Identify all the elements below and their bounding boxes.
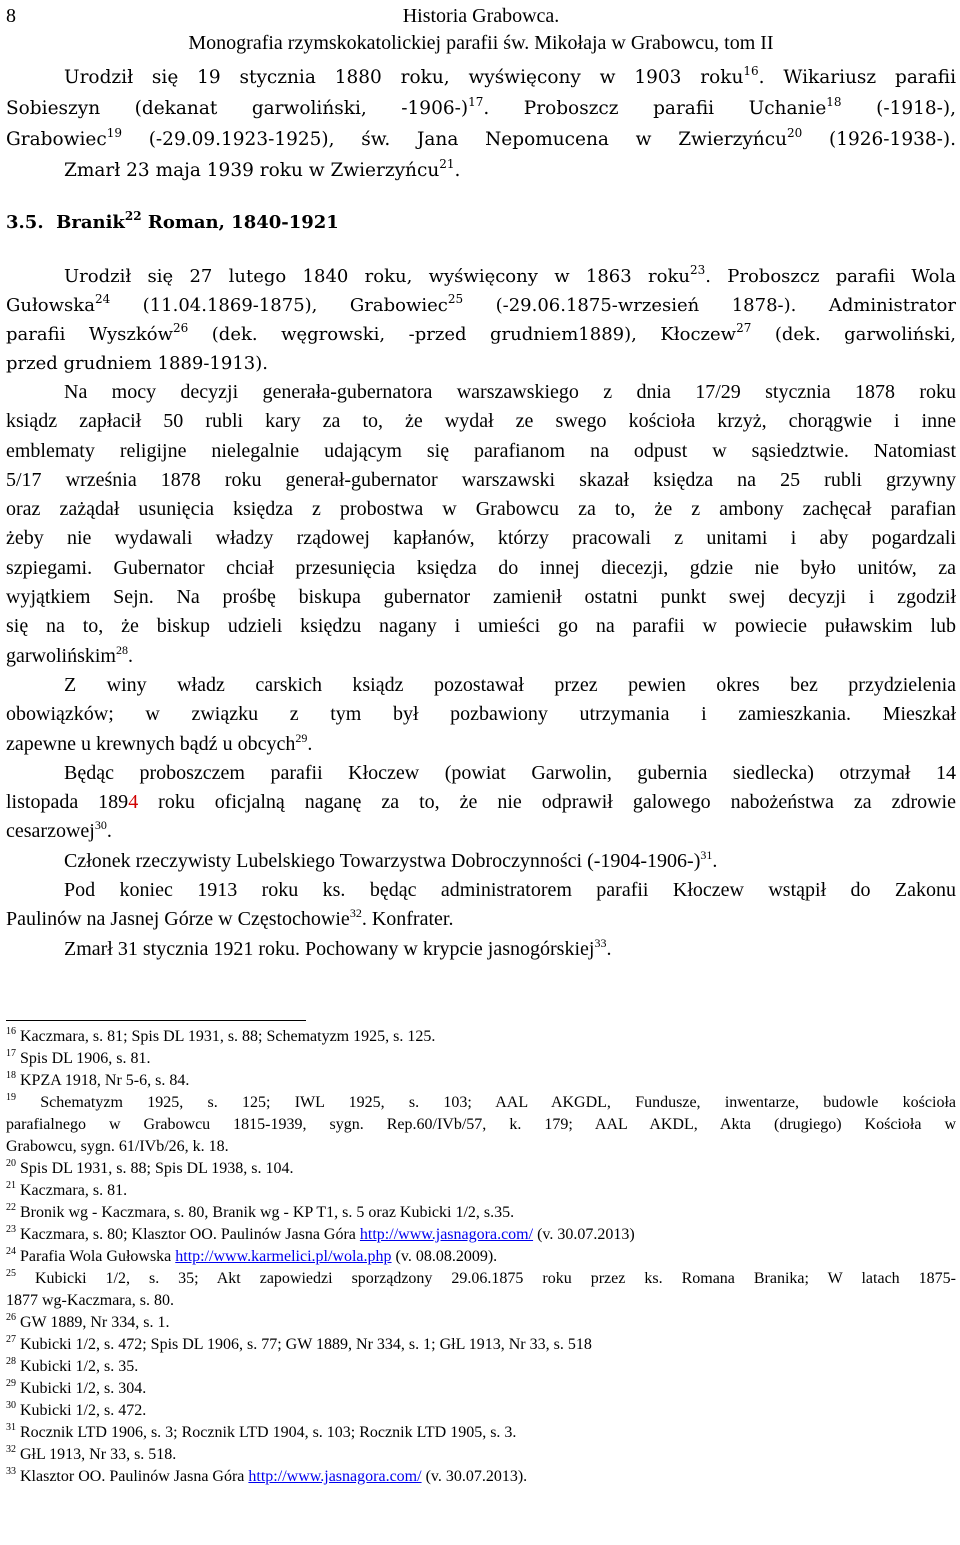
text-line: emblematy religijne nielegalnie udającym się parafianom na odpust w sąsiedztwie. Natomiast bbox=[6, 439, 956, 462]
text-line: zapewne u krewnych bądź u obcych$^{29}$. bbox=[6, 730, 313, 755]
text-line: Paulinów na Jasnej Górze w Częstochowie$^{32}$. Konfrater. bbox=[6, 906, 454, 931]
footnote-ref[interactable]: 26 bbox=[173, 321, 189, 335]
highlighted-digit: 4 bbox=[128, 791, 139, 814]
footnote-ref[interactable]: 30 bbox=[94, 818, 107, 833]
text-line: garwolińskim$^{28}$. bbox=[6, 642, 133, 667]
footnote: $^{28}$ Kubicki 1/2, s. 35. bbox=[6, 1355, 139, 1375]
footnote: $^{19}$ Schematyzm 1925, s. 125; IWL 1925, s. 103; AAL AKGDL, Fundusze, inwentarze, budowle kościoła parafialnego w Grabowcu 1815-1939, sygn. Rep.60/IVb/57, k. 179; AAL AKDL, Akta (drugiego) Kościoła w Grabowcu, sygn. 61/IVb/26, k. 18. bbox=[6, 1091, 956, 1155]
text-line: parafii Wyszków$^{26}$ (dek. węgrowski, -przed grudniem1889), Kłoczew$^{27}$ (dek. garwoliński, bbox=[6, 321, 956, 345]
body-paragraph-fine bbox=[6, 378, 956, 671]
text-line: obowiązków; w związku z tym był pozbawiony utrzymania i zamieszkania. Mieszkał bbox=[6, 703, 956, 726]
body-paragraph-member bbox=[6, 847, 956, 876]
jasnagora-link[interactable]: http://www.jasnagora.com/ bbox=[359, 1225, 534, 1243]
section-heading: 3.5. Branik$^{22}$ Roman, 1840-1921 bbox=[6, 209, 339, 233]
footnote-separator bbox=[6, 1020, 306, 1021]
footnote-ref[interactable]: 29 bbox=[295, 730, 308, 745]
footnote-ref[interactable]: 19 bbox=[106, 126, 122, 140]
text-line: szpiegami. Gubernator chciał przesunięcia księdza do innej diecezji, gdzie nie było unitów, za bbox=[6, 556, 956, 579]
footnote-ref[interactable]: 27 bbox=[736, 321, 752, 335]
footnote-ref[interactable]: 20 bbox=[787, 126, 803, 140]
text-line: ksiądz zapłacił 50 rubli kary za to, że wydał ze swego kościoła krzyż, chorągwie i inne bbox=[6, 410, 956, 433]
text-line: Zmarł 23 maja 1939 roku w Zwierzyńcu$^{21}$. bbox=[64, 157, 461, 181]
jasnagora-link[interactable]: http://www.jasnagora.com/ bbox=[248, 1467, 422, 1485]
body-paragraph-death bbox=[6, 935, 956, 964]
footnote: $^{24}$ Parafia Wola Gułowska http://www.karmelici.pl/wola.php (v. 08.08.2009). bbox=[6, 1245, 498, 1265]
text-line: oraz zażądał usunięcia księdza z probostwa w Grabowcu za to, że z ambony zachęcał parafian bbox=[6, 498, 956, 521]
document-page bbox=[6, 0, 956, 1488]
page-header bbox=[6, 0, 956, 62]
footnote: $^{31}$ Rocznik LTD 1906, s. 3; Rocznik LTD 1904, s. 103; Rocznik LTD 1905, s. 3. bbox=[6, 1421, 517, 1441]
footnote: $^{23}$ Kaczmara, s. 80; Klasztor OO. Paulinów Jasna Góra http://www.jasnagora.com/ (v. 30.07.2013) bbox=[6, 1223, 635, 1243]
footnote-ref[interactable]: 21 bbox=[439, 157, 455, 171]
text-line: Będąc proboszczem parafii Kłoczew (powiat Garwolin, gubernia siedlecka) otrzymał 14 bbox=[64, 761, 956, 784]
text-line: Grabowiec$^{19}$ (-29.09.1923-1925), św. Jana Nepomucena w Zwierzyńcu$^{20}$ (1926-1938-). bbox=[6, 126, 956, 150]
entry-intro-paragraph bbox=[6, 262, 956, 378]
footnote-ref[interactable]: 17 bbox=[468, 95, 484, 109]
footnote: $^{18}$ KPZA 1918, Nr 5-6, s. 84. bbox=[6, 1069, 190, 1089]
footnote: $^{33}$ Klasztor OO. Paulinów Jasna Góra http://www.jasnagora.com/ (v. 30.07.2013). bbox=[6, 1465, 528, 1485]
header-subtitle: Monografia rzymskokatolickiej parafii św. Mikołaja w Grabowcu, tom II bbox=[188, 32, 774, 54]
footnote-ref[interactable]: 18 bbox=[826, 95, 842, 109]
text-line: cesarzowej$^{30}$. bbox=[6, 818, 112, 843]
footnote-ref[interactable]: 32 bbox=[349, 906, 362, 921]
text-line: się na to, że biskup udzieli księdzu nagany i umieści go na parafii w powiecie puławskim lub bbox=[6, 615, 956, 638]
text-line: Z winy władz carskich ksiądz pozostawał przez pewien okres bez przydzielenia bbox=[64, 673, 956, 696]
text-line: Gułowska$^{24}$ (11.04.1869-1875), Grabowiec$^{25}$ (-29.06.1875-wrzesień 1878-). Administrator bbox=[6, 292, 956, 316]
text-line: Pod koniec 1913 roku ks. będąc administratorem parafii Kłoczew wstąpił do Zakonu bbox=[64, 879, 956, 902]
text-line: Urodził się 19 stycznia 1880 roku, wyświęcony w 1903 roku$^{16}$. Wikariusz parafii bbox=[64, 64, 957, 88]
text-line: listopada 1894 roku oficjalną naganę za to, że nie odprawił galowego nabożeństwa za zdrowie bbox=[6, 791, 956, 814]
footnote: $^{32}$ GłL 1913, Nr 33, s. 518. bbox=[6, 1443, 177, 1463]
footnote-ref[interactable]: 16 bbox=[743, 64, 759, 78]
body-paragraph-reprimand bbox=[6, 759, 956, 847]
text-line: 5/17 września 1878 roku generał-gubernator warszawski skazał księdza na 25 rubli grzywny bbox=[6, 468, 956, 491]
text-line: żeby nie wydawali władzy rządowej kapłanów, którzy pracowali z unitami i aby pogardzali bbox=[6, 527, 956, 550]
footnote: $^{17}$ Spis DL 1906, s. 81. bbox=[6, 1047, 151, 1067]
footnote: $^{26}$ GW 1889, Nr 334, s. 1. bbox=[6, 1311, 170, 1331]
previous-entry-paragraph bbox=[6, 62, 956, 186]
footnote: $^{20}$ Spis DL 1931, s. 88; Spis DL 1938, s. 104. bbox=[6, 1157, 294, 1177]
section-name: Branik bbox=[56, 212, 125, 233]
footnote: $^{16}$ Kaczmara, s. 81; Spis DL 1931, s. 88; Schematyzm 1925, s. 125. bbox=[6, 1025, 436, 1045]
text-line: przed grudniem 1889-1913). bbox=[6, 353, 268, 374]
footnote-ref[interactable]: 28 bbox=[116, 642, 128, 657]
text-line: Sobieszyn (dekanat garwoliński, -1906-)$^{17}$. Proboszcz parafii Uchanie$^{18}$ (-1918-), bbox=[6, 95, 957, 119]
body-paragraph-pauline bbox=[6, 876, 956, 935]
footnote-ref[interactable]: 33 bbox=[594, 935, 607, 950]
footnote: $^{25}$ Kubicki 1/2, s. 35; Akt zapowiedzi sporządzony 29.06.1875 roku przez ks. Romana Branika; W latach 1875- 1877 wg-Kaczmara, s. 80. bbox=[6, 1267, 956, 1309]
page-number: 8 bbox=[6, 5, 16, 27]
footnote: $^{29}$ Kubicki 1/2, s. 304. bbox=[6, 1377, 147, 1397]
footnote: $^{21}$ Kaczmara, s. 81. bbox=[6, 1179, 128, 1199]
text-line: Zmarł 31 stycznia 1921 roku. Pochowany w krypcie jasnogórskiej$^{33}$. bbox=[64, 935, 612, 960]
text-line: Członek rzeczywisty Lubelskiego Towarzystwa Dobroczynności $(-1904-1906-)^{31}$. bbox=[64, 847, 718, 872]
header-title: Historia Grabowca. bbox=[402, 5, 560, 27]
karmelici-link[interactable]: http://www.karmelici.pl/wola.php bbox=[175, 1247, 392, 1265]
footnote-ref[interactable]: 22 bbox=[124, 209, 142, 223]
text-line: Na mocy decyzji generała-gubernatora warszawskiego z dnia 17/29 stycznia 1878 roku bbox=[64, 381, 956, 403]
footnote-ref[interactable]: 23 bbox=[689, 263, 706, 277]
footnote: $^{22}$ Bronik wg - Kaczmara, s. 80, Branik wg - KP T1, s. 5 oraz Kubicki 1/2, s.35. bbox=[6, 1201, 515, 1221]
footnote-ref[interactable]: 31 bbox=[700, 847, 713, 862]
footnote: $^{27}$ Kubicki 1/2, s. 472; Spis DL 1906, s. 77; GW 1889, Nr 334, s. 1; GłL 1913, Nr 33, s. 518 bbox=[6, 1333, 592, 1353]
footnote-ref[interactable]: 25 bbox=[447, 292, 464, 306]
text-line: Urodził się 27 lutego 1840 roku, wyświęcony w 1863 roku$^{23}$. Proboszcz parafii Wola bbox=[64, 263, 956, 287]
footnote-ref[interactable]: 24 bbox=[94, 292, 111, 306]
section-number: 3.5. bbox=[6, 212, 44, 233]
body-paragraph-no-duties bbox=[6, 671, 956, 759]
footnotes-section bbox=[6, 1020, 956, 1488]
text-line: wyjątkiem Sejn. Na prośbę biskupa gubernator zamienił ostatni punkt swej decyzji i zgodził bbox=[6, 586, 956, 609]
footnote: $^{30}$ Kubicki 1/2, s. 472. bbox=[6, 1399, 147, 1419]
